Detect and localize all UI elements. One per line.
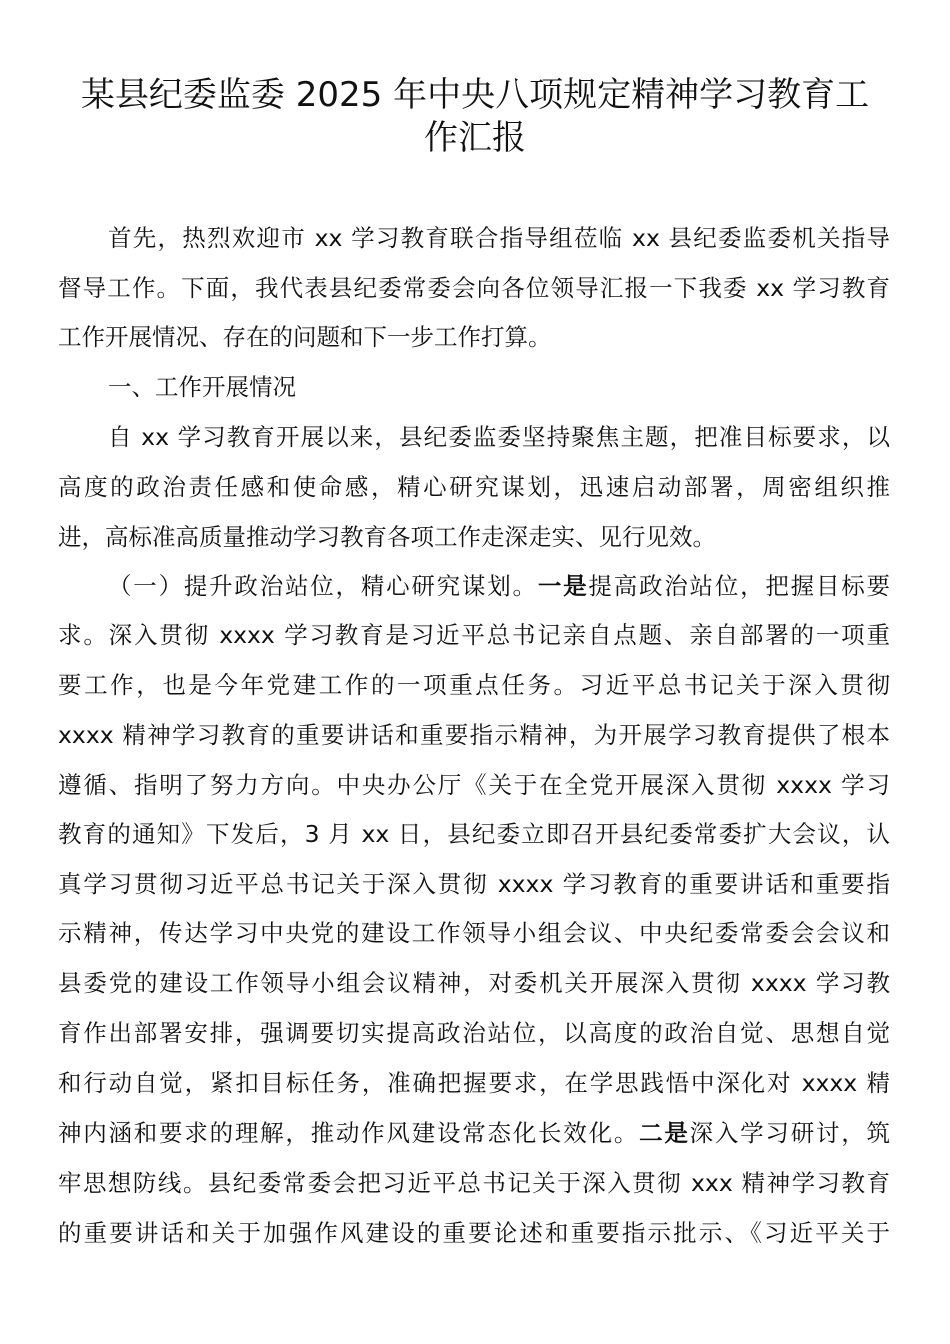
body-line: 示精神，传达学习中央党的建设工作领导小组会议、中央纪委常委会会议和 xyxy=(58,919,890,947)
body-line: 和行动自觉，紧扣目标任务，准确把握要求，在学思践悟中深化对 xxxx 精 xyxy=(58,1069,890,1097)
bold-marker: 二是 xyxy=(639,1119,690,1147)
body-text: 深入学习研讨，筑 xyxy=(689,1119,890,1147)
body-line: 教育的通知》下发后，3 月 xx 日，县纪委立即召开县纪委常委扩大会议，认 xyxy=(58,820,890,848)
body-line: 进，高标准高质量推动学习教育各项工作走深走实、见行见效。 xyxy=(58,523,716,551)
body-line: 高度的政治责任感和使命感，精心研究谋划，迅速启动部署，周密组织推 xyxy=(58,473,890,501)
body-line: 督导工作。下面，我代表县纪委常委会向各位领导汇报一下我委 xx 学习教育 xyxy=(58,274,890,302)
bold-marker: 一是 xyxy=(537,572,589,600)
document-title-line-2: 作汇报 xyxy=(424,118,526,158)
body-line: xxxx 精神学习教育的重要讲话和重要指示精神，为开展学习教育提供了根本 xyxy=(58,721,890,749)
document-title-line-1: 某县纪委监委 2025 年中央八项规定精神学习教育工 xyxy=(80,75,870,115)
body-line: 遵循、指明了努力方向。中央办公厅《关于在全党开展深入贯彻 xxxx 学习 xyxy=(58,771,890,799)
body-line: 首先，热烈欢迎市 xx 学习教育联合指导组莅临 xx 县纪委监委机关指导 xyxy=(108,224,890,252)
body-line: 牢思想防线。县纪委常委会把习近平总书记关于深入贯彻 xxx 精神学习教育 xyxy=(58,1169,890,1197)
body-line: 自 xx 学习教育开展以来，县纪委监委坚持聚焦主题，把准目标要求，以 xyxy=(108,423,890,451)
body-line: 工作开展情况、存在的问题和下一步工作打算。 xyxy=(58,323,552,351)
body-line xyxy=(58,1117,890,1149)
body-text: 神内涵和要求的理解，推动作风建设常态化长效化。 xyxy=(58,1119,640,1147)
body-line: 真学习贯彻习近平总书记关于深入贯彻 xxxx 学习教育的重要讲话和重要指 xyxy=(58,870,890,898)
body-line: 县委党的建设工作领导小组会议精神，对委机关开展深入贯彻 xxxx 学习教 xyxy=(58,969,890,997)
body-line: 的重要讲话和关于加强作风建设的重要论述和重要指示批示、《习近平关于 xyxy=(58,1219,890,1247)
body-line: 育作出部署安排，强调要切实提高政治站位，以高度的政治自觉、思想自觉 xyxy=(58,1019,890,1047)
body-line: 求。深入贯彻 xxxx 学习教育是习近平总书记亲自点题、亲自部署的一项重 xyxy=(58,621,890,649)
section-heading: 一、工作开展情况 xyxy=(108,373,296,401)
body-line xyxy=(108,570,890,602)
subheading-text: （一）提升政治站位，精心研究谋划。 xyxy=(108,572,538,600)
body-text: 提高政治站位，把握目标要 xyxy=(588,572,891,600)
body-line: 要工作，也是今年党建工作的一项重点任务。习近平总书记关于深入贯彻 xyxy=(58,671,890,699)
